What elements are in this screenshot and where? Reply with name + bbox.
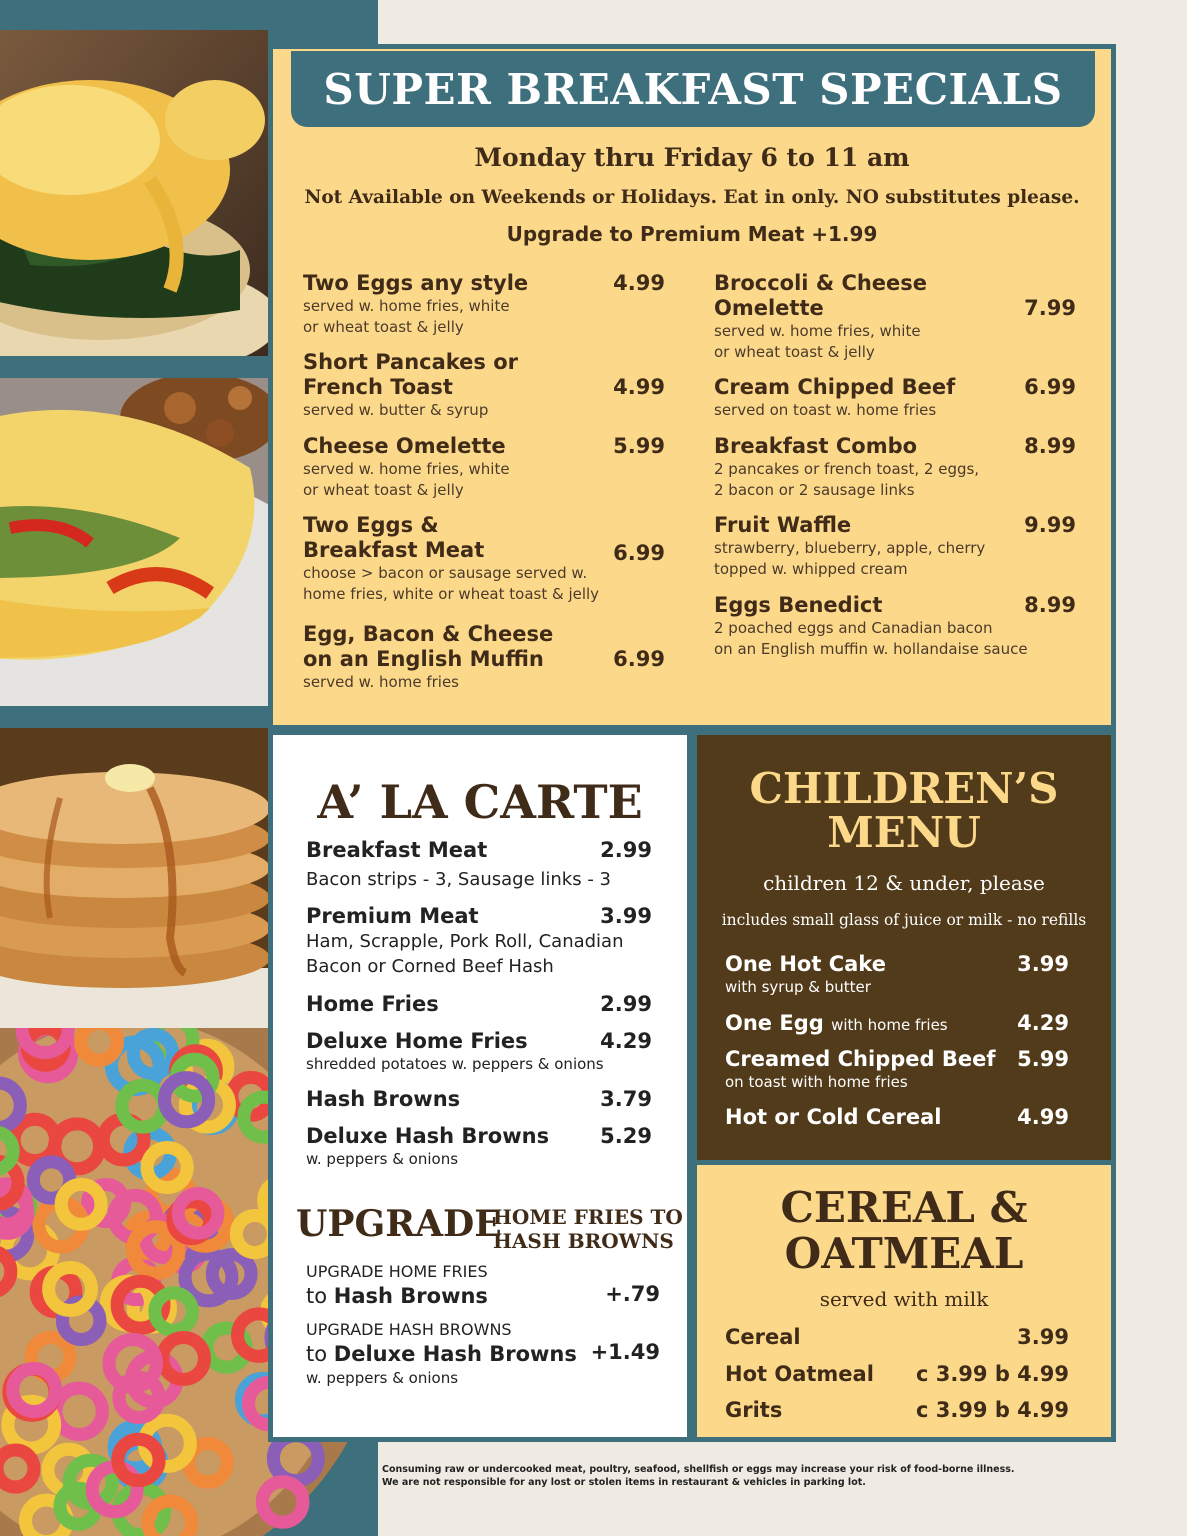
pancakes-photo xyxy=(0,728,268,1028)
childrens-age-note: children 12 & under, please xyxy=(763,871,1045,895)
disclaimer-line: Consuming raw or undercooked meat, poultry, seafood, shellfish or eggs may increase your risk of food-borne illness. xyxy=(382,1464,1015,1475)
menu-item xyxy=(303,434,665,501)
menu-item xyxy=(714,513,1076,580)
menu-item xyxy=(714,434,1076,501)
item-name: Deluxe Hash Browns xyxy=(306,1124,550,1148)
menu-item xyxy=(306,1123,652,1170)
item-desc: Ham, Scrapple, Pork Roll, Canadian xyxy=(306,931,624,952)
item-name: Cream Chipped Beef xyxy=(714,375,956,399)
upgrade-item xyxy=(306,1320,660,1388)
menu-item xyxy=(306,1086,652,1112)
menu-item xyxy=(306,837,652,892)
item-desc: choose > bacon or sausage served w. xyxy=(303,564,588,582)
upgrade-target: Hash Browns xyxy=(333,1284,488,1308)
omelette-photo xyxy=(0,378,268,706)
item-desc: or wheat toast & jelly xyxy=(303,318,464,336)
item-name: Fruit Waffle xyxy=(714,513,852,537)
specials-title: SUPER BREAKFAST SPECIALS xyxy=(291,51,1095,127)
item-desc: topped w. whipped cream xyxy=(714,560,908,578)
item-price: 4.99 xyxy=(1017,1105,1069,1129)
item-desc: strawberry, blueberry, apple, cherry xyxy=(714,539,986,557)
premium-meat-upgrade: Upgrade to Premium Meat +1.99 xyxy=(506,222,878,246)
a-la-carte-panel xyxy=(268,730,692,1442)
item-desc: served w. home fries, white xyxy=(303,297,510,315)
menu-item xyxy=(725,1046,1069,1092)
title-line: CEREAL & xyxy=(780,1183,1028,1232)
item-price: c 3.99 b 4.99 xyxy=(915,1398,1069,1422)
item-name: Short Pancakes or xyxy=(303,350,519,374)
item-price: 4.29 xyxy=(1017,1011,1069,1035)
menu-item xyxy=(303,513,665,605)
title-line: CHILDREN’S xyxy=(749,764,1059,813)
menu-item xyxy=(714,593,1076,660)
item-price: 3.99 xyxy=(1017,1325,1069,1349)
item-desc: w. peppers & onions xyxy=(306,1150,459,1168)
title-line: OATMEAL xyxy=(784,1229,1024,1278)
item-desc: shredded potatoes w. peppers & onions xyxy=(306,1055,604,1073)
upgrade-item xyxy=(306,1262,660,1310)
item-name: French Toast xyxy=(303,375,453,399)
upgrade-subheading-line: HASH BROWNS xyxy=(493,1229,674,1253)
item-desc: served w. butter & syrup xyxy=(303,401,489,419)
upgrade-desc: w. peppers & onions xyxy=(306,1369,459,1387)
menu-item xyxy=(725,1398,1069,1422)
item-desc: served on toast w. home fries xyxy=(714,401,937,419)
menu-item xyxy=(306,991,652,1017)
menu-item xyxy=(306,903,652,979)
item-desc: served w. home fries, white xyxy=(714,322,921,340)
item-desc: Bacon strips - 3, Sausage links - 3 xyxy=(306,869,611,890)
item-desc: 2 bacon or 2 sausage links xyxy=(714,481,915,499)
item-price: 4.99 xyxy=(613,375,665,399)
menu-item xyxy=(725,1104,1069,1130)
item-desc: 2 pancakes or french toast, 2 eggs, xyxy=(714,460,980,478)
upgrade-label: UPGRADE HASH BROWNS xyxy=(306,1320,512,1339)
eggs-benedict-photo xyxy=(0,30,268,356)
item-name: Deluxe Home Fries xyxy=(306,1029,528,1053)
item-name: One Hot Cake xyxy=(725,952,886,976)
item-name: Two Eggs any style xyxy=(303,271,529,295)
item-price: 4.99 xyxy=(613,271,665,295)
item-desc: home fries, white or wheat toast & jelly xyxy=(303,585,600,603)
cereal-oatmeal-panel xyxy=(692,1160,1116,1442)
item-price: 2.99 xyxy=(600,992,652,1016)
upgrade-to: to xyxy=(306,1342,328,1366)
item-desc: or wheat toast & jelly xyxy=(303,481,464,499)
childrens-menu-title xyxy=(697,764,1111,857)
specials-schedule: Monday thru Friday 6 to 11 am xyxy=(474,143,910,172)
childrens-drink-note: includes small glass of juice or milk - no refills xyxy=(721,911,1087,929)
upgrade-target: Deluxe Hash Browns xyxy=(333,1342,577,1366)
item-name: Premium Meat xyxy=(306,904,479,928)
childrens-menu-panel xyxy=(692,730,1116,1166)
item-desc: served w. home fries, white xyxy=(303,460,510,478)
item-price: 5.29 xyxy=(600,1124,652,1148)
item-price: 3.99 xyxy=(1017,952,1069,976)
item-name: Hot Oatmeal xyxy=(725,1362,874,1386)
item-name: Cheese Omelette xyxy=(303,434,506,458)
upgrade-price: +.79 xyxy=(605,1282,660,1306)
item-inline-desc: with home fries xyxy=(831,1016,948,1034)
menu-item xyxy=(306,1028,652,1075)
item-name: Breakfast Meat xyxy=(306,838,488,862)
item-name: Cereal xyxy=(725,1325,801,1349)
title-line: MENU xyxy=(827,808,981,857)
item-name: Hash Browns xyxy=(306,1087,461,1111)
item-name: Two Eggs & xyxy=(303,513,439,537)
menu-item xyxy=(725,1325,1069,1349)
item-name: Egg, Bacon & Cheese xyxy=(303,622,554,646)
upgrade-subheading xyxy=(493,1205,683,1253)
cereal-title xyxy=(697,1185,1111,1277)
item-name: Creamed Chipped Beef xyxy=(725,1047,996,1071)
menu-item xyxy=(725,1362,1069,1386)
item-name: Broccoli & Cheese xyxy=(714,271,928,295)
item-price: 4.29 xyxy=(600,1029,652,1053)
disclaimer-line: We are not responsible for any lost or stolen items in restaurant & vehicles in parking lot. xyxy=(382,1477,866,1488)
item-price: 5.99 xyxy=(1017,1047,1069,1071)
item-price: 2.99 xyxy=(600,838,652,862)
item-name: on an English Muffin xyxy=(303,647,544,671)
item-name: Breakfast Meat xyxy=(303,538,485,562)
item-desc: with syrup & butter xyxy=(725,978,871,996)
upgrade-heading: UPGRADE xyxy=(296,1203,502,1245)
specials-restrictions: Not Available on Weekends or Holidays. Eat in only. NO substitutes please. xyxy=(304,187,1080,208)
upgrade-to: to xyxy=(306,1284,328,1308)
item-desc: or wheat toast & jelly xyxy=(714,343,875,361)
item-price: 3.99 xyxy=(600,904,652,928)
item-desc: on an English muffin w. hollandaise sauce xyxy=(714,640,1028,658)
item-name: Home Fries xyxy=(306,992,439,1016)
menu-item xyxy=(725,1010,1069,1038)
menu-item xyxy=(303,350,665,421)
item-name: Breakfast Combo xyxy=(714,434,918,458)
item-price: c 3.99 b 4.99 xyxy=(915,1362,1069,1386)
menu-item xyxy=(725,951,1069,997)
item-name: One Egg xyxy=(725,1011,824,1035)
item-price: 7.99 xyxy=(1024,296,1076,320)
menu-item xyxy=(303,622,665,693)
item-name: Eggs Benedict xyxy=(714,593,883,617)
item-desc: 2 poached eggs and Canadian bacon xyxy=(714,619,993,637)
item-price: 6.99 xyxy=(613,541,665,565)
item-name: Hot or Cold Cereal xyxy=(725,1105,942,1129)
item-price: 8.99 xyxy=(1024,434,1076,458)
upgrade-subheading-line: HOME FRIES TO xyxy=(493,1205,683,1229)
item-price: 3.79 xyxy=(600,1087,652,1111)
item-price: 9.99 xyxy=(1024,513,1076,537)
cereal-subtitle: served with milk xyxy=(819,1287,989,1311)
item-price: 5.99 xyxy=(613,434,665,458)
menu-item xyxy=(714,271,1076,363)
item-desc: on toast with home fries xyxy=(725,1073,908,1091)
upgrade-label: UPGRADE HOME FRIES xyxy=(306,1262,488,1281)
a-la-carte-title: A’ LA CARTE xyxy=(317,775,643,829)
item-desc: served w. home fries xyxy=(303,673,459,691)
breakfast-specials-panel xyxy=(268,44,1116,730)
upgrade-price: +1.49 xyxy=(590,1340,660,1364)
item-name: Omelette xyxy=(714,296,824,320)
item-price: 6.99 xyxy=(1024,375,1076,399)
item-desc: Bacon or Corned Beef Hash xyxy=(306,956,554,977)
disclaimer xyxy=(382,1463,1102,1489)
item-price: 6.99 xyxy=(613,647,665,671)
menu-item xyxy=(714,375,1076,421)
menu-item xyxy=(303,271,665,338)
item-price: 8.99 xyxy=(1024,593,1076,617)
item-name: Grits xyxy=(725,1398,783,1422)
